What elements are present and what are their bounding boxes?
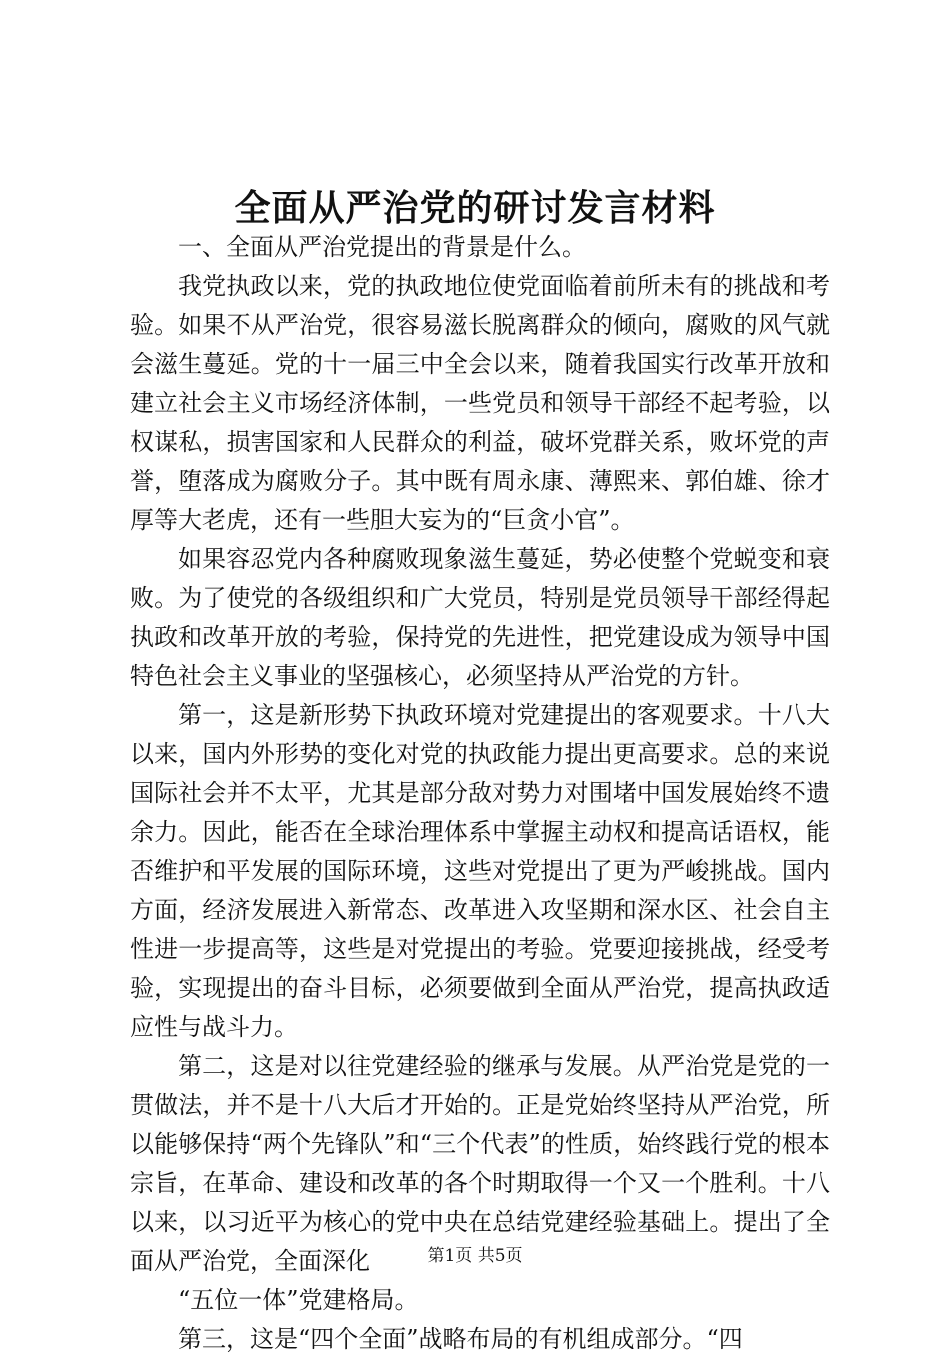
page-footer: 第1页 共5页 bbox=[427, 1246, 523, 1266]
paragraph: 第一，这是新形势下执政环境对党建提出的客观要求。十八大以来，国内外形势的变化对党的执政能力提出更高要求。总的来说国际社会并不太平，尤其是部分敌对势力对围堵中国发展始终不遗余力。因此，能否在全球治理体系中掌握主动权和提高话语权，能否维护和平发展的国际环境，这些对党提出了更为严峻挑战。国内方面，经济发展进入新常态、改革进入攻坚期和深水区、社会自主性进一步提高等，这些是对党提出的考验。党要迎接挑战，经受考验，实现提出的奋斗目标，必须要做到全面从严治党，提高执政适应性与战斗力。 bbox=[130, 701, 830, 1041]
paragraph: “五位一体”党建格局。 bbox=[178, 1286, 419, 1314]
paragraph-heading-1: 一、全面从严治党提出的背景是什么。 bbox=[178, 233, 586, 261]
paragraph: 第二，这是对以往党建经验的继承与发展。从严治党是党的一贯做法，并不是十八大后才开始的。正是党始终坚持从严治党，所以能够保持“两个先锋队”和“三个代表”的性质，始终践行党的根本宗旨，在革命、建设和改革的各个时期取得一个又一个胜利。十八以来，以习近平为核心的党中央在总结党建经验基础上。提出了全面从严治党，全面深化 bbox=[130, 1052, 830, 1275]
paragraph: 我党执政以来，党的执政地位使党面临着前所未有的挑战和考验。如果不从严治党，很容易滋长脱离群众的倾向，腐败的风气就会滋生蔓延。党的十一届三中全会以来，随着我国实行改革开放和建立社会主义市场经济体制，一些党员和领导干部经不起考验，以权谋私，损害国家和人民群众的利益，破坏党群关系，败坏党的声誉，堕落成为腐败分子。其中既有周永康、薄熙来、郭伯雄、徐才厚等大老虎，还有一些胆大妄为的“巨贪小官”。 bbox=[130, 272, 830, 534]
paragraph: 如果容忍党内各种腐败现象滋生蔓延，势必使整个党蜕变和衰败。为了使党的各级组织和广大党员，特别是党员领导干部经得起执政和改革开放的考验，保持党的先进性，把党建设成为领导中国特色社会主义事业的坚强核心，必须坚持从严治党的方针。 bbox=[130, 545, 830, 690]
document-title: 全面从严治党的研讨发言材料 bbox=[234, 187, 716, 229]
paragraph: 第三，这是“四个全面”战略布局的有机组成部分。“四 bbox=[178, 1325, 743, 1353]
document-body bbox=[130, 228, 830, 1359]
